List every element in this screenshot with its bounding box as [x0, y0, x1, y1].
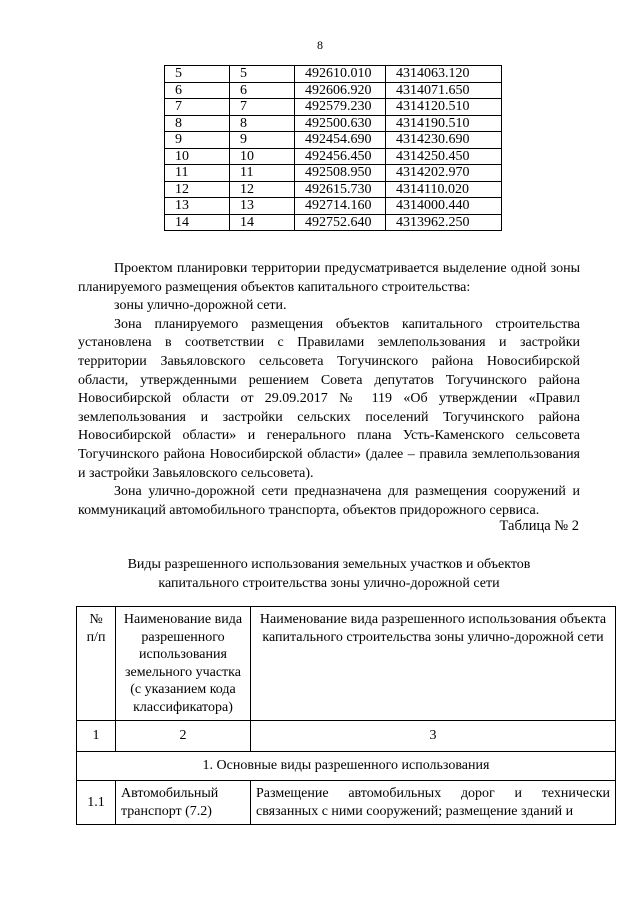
table-cell: 492579.230	[295, 99, 386, 116]
table-row	[165, 115, 502, 132]
table-row	[165, 165, 502, 182]
table-cell: 14	[230, 214, 295, 231]
table-cell: 8	[165, 115, 230, 132]
table-cell: 12	[165, 181, 230, 198]
table-row	[165, 148, 502, 165]
table-cell: 5	[165, 66, 230, 83]
table-cell: 492615.730	[295, 181, 386, 198]
table-cell: 492610.010	[295, 66, 386, 83]
table-cell: 492500.630	[295, 115, 386, 132]
table-cell: 492454.690	[295, 132, 386, 149]
table-title-line: капитального строительства зоны улично-дорожной сети	[158, 575, 500, 591]
table-cell: 4314202.970	[386, 165, 502, 182]
column-number-cell: 2	[116, 721, 251, 752]
table-cell: 14	[165, 214, 230, 231]
header-cell-object-use: Наименование вида разрешенного использования объекта капитального строительства зоны улично-дорожной сети	[251, 607, 616, 721]
table-row	[77, 781, 616, 825]
section-row	[77, 752, 616, 781]
table-cell: 4314120.510	[386, 99, 502, 116]
table-cell: 492752.640	[295, 214, 386, 231]
paragraph: Зона планируемого размещения объектов капитального строительства установлена в соответствии с Правилами землепользования и застройки территории Завьяловского сельсовета Тогучинского района Новосибирской области, утвержденными решением Совета депутатов Тогучинского района Новосибирской области от 29.09.2017 № 119 «Об утверждении «Правил землепользования и застройки сельских поселений Тогучинского района Новосибирской области» и генерального плана Усть-Каменского сельсовета Тогучинского района Новосибирской области» (далее – правила землепользования и застройки Завьяловского сельсовета).	[78, 316, 580, 481]
column-number-cell: 1	[77, 721, 116, 752]
table-row	[165, 214, 502, 231]
table-cell: 7	[165, 99, 230, 116]
table-cell: 4314230.690	[386, 132, 502, 149]
permitted-uses-table	[76, 606, 616, 825]
table-cell: 492606.920	[295, 82, 386, 99]
column-number-row	[77, 721, 616, 752]
row-use-name: Автомобильный транспорт (7.2)	[116, 781, 251, 825]
table-row	[165, 198, 502, 215]
row-number: 1.1	[77, 781, 116, 825]
coordinates-table	[164, 65, 502, 231]
table-cell: 4314190.510	[386, 115, 502, 132]
table-cell: 5	[230, 66, 295, 83]
row-description: Размещение автомобильных дорог и технически связанных с ними сооружений; размещение зданий и	[251, 781, 616, 825]
table-title	[78, 556, 580, 593]
table-row	[165, 82, 502, 99]
paragraph: Зона улично-дорожной сети предназначена для размещения сооружений и коммуникаций автомобильного транспорта, объектов придорожного сервиса.	[78, 484, 580, 518]
table-cell: 10	[230, 148, 295, 165]
table-header-row	[77, 607, 616, 721]
table-row	[165, 99, 502, 116]
table-cell: 4313962.250	[386, 214, 502, 231]
table-cell: 9	[165, 132, 230, 149]
table-cell: 492714.160	[295, 198, 386, 215]
table-cell: 4314071.650	[386, 82, 502, 99]
table-row	[165, 132, 502, 149]
column-number-cell: 3	[251, 721, 616, 752]
table-cell: 10	[165, 148, 230, 165]
page-number: 8	[317, 38, 323, 52]
paragraph: зоны улично-дорожной сети.	[114, 298, 287, 314]
table-cell: 6	[230, 82, 295, 99]
table-cell: 4314000.440	[386, 198, 502, 215]
body-text	[78, 260, 580, 520]
table-cell: 492456.450	[295, 148, 386, 165]
table-cell: 492508.950	[295, 165, 386, 182]
table-cell: 8	[230, 115, 295, 132]
table-cell: 4314110.020	[386, 181, 502, 198]
paragraph: Проектом планировки территории предусматривается выделение одной зоны планируемого размещения объектов капитального строительства:	[78, 261, 580, 295]
header-cell-number: № п/п	[77, 607, 116, 721]
table-cell: 4314250.450	[386, 148, 502, 165]
table-row	[165, 181, 502, 198]
section-title: 1. Основные виды разрешенного использования	[77, 752, 616, 781]
table-cell: 11	[230, 165, 295, 182]
table-row	[165, 66, 502, 83]
table-cell: 7	[230, 99, 295, 116]
table-caption: Таблица № 2	[499, 518, 579, 534]
table-cell: 4314063.120	[386, 66, 502, 83]
table-title-line: Виды разрешенного использования земельных участков и объектов	[127, 557, 531, 572]
table-cell: 12	[230, 181, 295, 198]
table-cell: 11	[165, 165, 230, 182]
table-cell: 13	[165, 198, 230, 215]
table-cell: 6	[165, 82, 230, 99]
table-cell: 9	[230, 132, 295, 149]
header-cell-use-type: Наименование вида разрешенного использования земельного участка (с указанием кода классификатора)	[116, 607, 251, 721]
table-cell: 13	[230, 198, 295, 215]
